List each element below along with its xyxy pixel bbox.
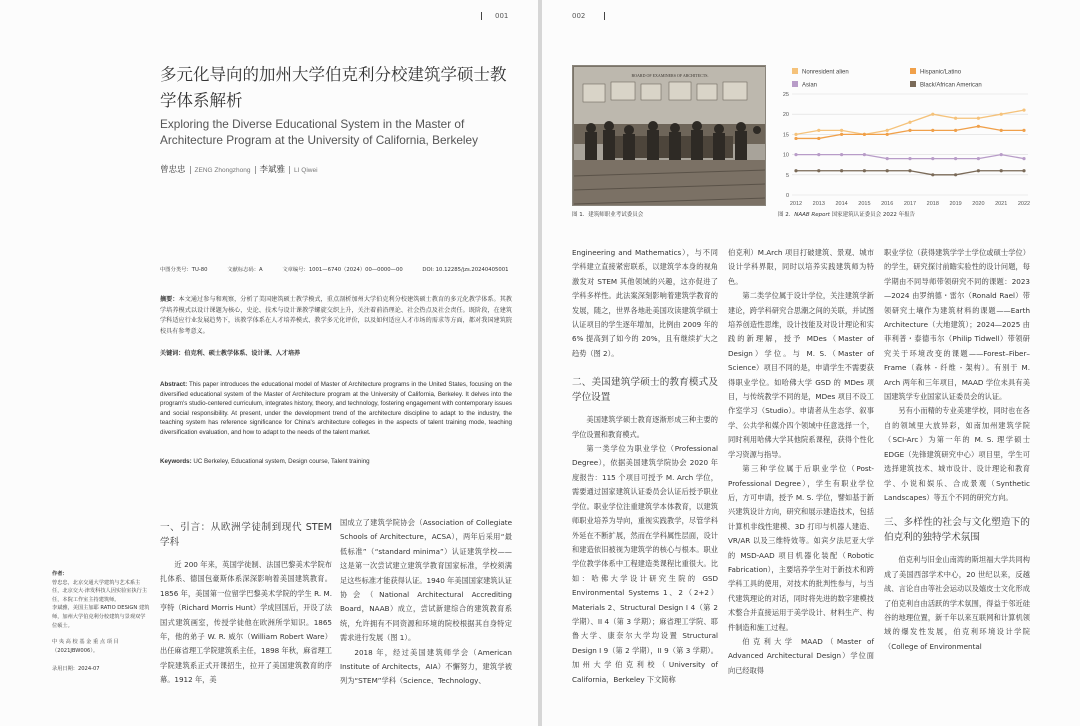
x-tick-label: 2013 [812, 201, 825, 207]
data-point [977, 157, 980, 160]
metadata-line [160, 265, 527, 273]
x-tick-label: 2016 [881, 201, 894, 207]
page-number: 002 [572, 12, 586, 20]
data-point [954, 117, 957, 120]
abstract-cn-text: 本文通过参与和观察，分析了美国建筑硕士教学模式，重点剖析加州大学伯克利分校建筑硕士教育的多元化教学体系。其教学培养模式以设计课题为核心，史论、技术与设计课教学螺旋交织上升，关注着前沿理论、社会热点及社会责任。既阶段，在建筑学科适应行业发展趋势下，该教学体系在人才培养模式、教学多元化评价，以及如何适应人才市场的需求等方面，都对我国建筑院校具有参考意义。 [160, 296, 512, 335]
data-point [863, 169, 866, 172]
data-point [863, 153, 866, 156]
right-column-1 [572, 246, 718, 687]
data-point [794, 133, 797, 136]
data-point [1000, 113, 1003, 116]
page-number-divider [604, 12, 605, 20]
abstract-cn-label: 摘要： [160, 296, 179, 303]
sidenote-label: 作者： [52, 571, 68, 577]
data-point [1022, 129, 1025, 132]
photo-illustration [573, 66, 766, 206]
x-tick-label: 2012 [789, 201, 803, 207]
sidenote-author-1: 曾忠忠，北京交通大学建筑与艺术系主任，北京交大·津发科技人因实验室执行主任，本院工作室主持建筑师。 [52, 579, 148, 603]
x-tick-label: 2017 [903, 201, 917, 207]
data-point [840, 169, 843, 172]
document-code: 文献标志码：A [227, 267, 263, 273]
author-1-en: ZENG Zhongzhong [194, 167, 251, 174]
data-point [931, 113, 934, 116]
sidenote-received: 录用日期：2024-07 [52, 666, 100, 673]
legend-swatch [910, 68, 916, 74]
legend-label: Nonresident alien [802, 69, 849, 76]
sidenote-author-2: 李斌雅，美国主加耶 RATIO DESIGN 建筑师，加州大学伯克利分校建筑与景观双学位硕士。 [52, 605, 150, 629]
legend-label: Black/African American [920, 82, 982, 89]
fig2-caption-prefix: 图 2． [778, 212, 795, 218]
legend-label: Hispanic/Latino [920, 69, 962, 76]
body-paragraph: 国成立了建筑学院协会（Association of Collegiate Schools of Architecture，ACSA），两年后采用“最低标准”（“standard minima”）认证建筑学校——这是第一次尝试建立建筑学教育国家标准，学校须满足这些标准才能获得认证。1940 年美国国家建筑认证协会（National Architectural Accrediting Board，NAAB）成立，尝试新建综合的建筑教育系统，允许拥有不同资源和环境的院校根据其自身特定需求进行发展（图 1）。 [340, 518, 512, 643]
author-1-cn: 曾忠忠 [160, 165, 186, 175]
figure-1-caption: 图 1．建筑师职业考试委员会 [572, 212, 644, 218]
x-tick-label: 2022 [1017, 201, 1031, 207]
data-point [908, 121, 911, 124]
page-number-divider [481, 12, 482, 20]
data-point [886, 133, 889, 136]
keywords-chinese [160, 348, 300, 357]
y-tick-label: 5 [785, 172, 789, 179]
data-point [954, 157, 957, 160]
data-point [886, 157, 889, 160]
body-paragraph: Engineering and Mathematics），与不同学科建立直接紧密联系，以建筑学本身的视角激发对 STEM 其他领域的兴趣，这亦促进了学科多样性。此法案深刻影响着建筑学教育的发展，随之，世界各地赴美国攻读建筑学硕士认证项目的学生逐年增加，比例由 2009 年的 6% 提高到了如今的 20%，且有继续扩大之趋势（图 2）。 [572, 248, 718, 358]
y-tick-label: 10 [782, 152, 789, 159]
body-column-2 [340, 516, 512, 689]
body-column-1 [160, 516, 332, 688]
keywords-en-label: Keywords: [160, 458, 192, 465]
data-point [886, 169, 889, 172]
data-point [931, 129, 934, 132]
series-line [796, 126, 1024, 138]
keywords-cn-text: 伯克利、硕士教学体系、设计课、人才培养 [184, 350, 301, 357]
data-point [863, 133, 866, 136]
data-point [931, 173, 934, 176]
x-tick-label: 2021 [995, 201, 1008, 207]
data-point [817, 153, 820, 156]
abstract-en-label: Abstract: [160, 381, 188, 388]
left-page [0, 0, 538, 726]
body-paragraph: 伯克利与旧金山南湾的斯坦福大学共同构成了美国西部学术中心，20 世纪以来，反越战、言论自由等社会运动以及嬉皮士文化形成了伯克利自由活跃的学术氛围，得益于邻近硅谷的地理位置，新千年以来互联网和计算机领域的爆发性发展，伯克利环境设计学院（College of Environmental [884, 555, 1030, 651]
title-english: Exploring the Diverse Educational System in the Master of Architecture Program at the University of California, Berkeley [160, 117, 478, 147]
author-2-en: LI Qiwei [294, 167, 318, 174]
title-chinese: 多元化导向的加州大学伯克利分校建筑学硕士教学体系解析 [160, 65, 507, 110]
page-number: 001 [495, 12, 509, 20]
keywords-cn-label: 关键词： [160, 350, 185, 357]
author-sidenote [52, 570, 150, 674]
data-point [977, 169, 980, 172]
data-point [1000, 129, 1003, 132]
y-tick-label: 0 [785, 193, 789, 199]
body-paragraph: 近 200 年来，英国学徒制、法国巴黎美术学院布扎体系、德国包豪斯体系深深影响着美国建筑教育。1856 年，美国第一位留学巴黎美术学院的学生 R. M. 亨特（Richard Morris Hunt）学成回国后，开设了法国式建筑画室，传授学徒他在欧洲所学知识。1865 年，他的弟子 W. R. 威尔（William Robert Ware）出任麻省理工学院建筑系主任，1898 年秋，麻省理工学院建筑系正式开课招生，拉开了美国建筑教育的序幕。1912 年，美 [160, 560, 332, 685]
author-line [160, 163, 318, 175]
data-point [817, 137, 820, 140]
data-point [1000, 153, 1003, 156]
section-1-heading: 一、引言：从欧洲学徒制到现代 STEM 学科 [160, 522, 332, 548]
data-point [817, 129, 820, 132]
right-column-2 [728, 246, 874, 678]
data-point [977, 117, 980, 120]
body-paragraph: 第二类学位属于设计学位，关注建筑学新建论，跨学科研究合思潮之间的关联，并试图培养创造性思维，设计技能及对设计理论和实践的新理解，授予 MDes（Master of Design）学位。与 M. S.（Master of Science）项目不同的是，申请学生不需要获得职业学位。如哈佛大学 GSD 的 MDes 项目，与传统教学不同的是，MDes 项目不设工作室学习（Studio）。申请者从生态学、叙事学、公共学和媒介四个领域中任意选择一个，同时利用哈佛大学其他院系课程，获得个性化学习资源与指导。 [728, 291, 874, 459]
section-3-heading: 三、多样性的社会与文化塑造下的伯克利的独特学术氛围 [884, 517, 1030, 544]
body-paragraph: 2018 年，经过美国建筑师学会（American Institute of Architects，AIA）不懈努力，建筑学被列为“STEM”学科（Science、Technology、 [340, 647, 512, 686]
keywords-english [160, 458, 370, 465]
body-paragraph: 伯克利）M.Arch 项目打破建筑、景观、城市设计学科界限，同时以培养实践建筑师为特色。 [728, 248, 874, 286]
data-point [977, 125, 980, 128]
x-tick-label: 2020 [972, 201, 985, 207]
clc-number: 中图分类号：TU-80 [160, 267, 208, 273]
data-point [1022, 157, 1025, 160]
y-tick-label: 20 [782, 112, 789, 119]
body-paragraph: 另有小而精的专业美建学校，同时也在各自的领域里大放异彩，如南加州建筑学院（SCI-Arc）为第一年的 M. S. 理学硕士 EDGE（先锋建筑研究中心）项目里，学生可选择建筑技术、城市设计、设计理论和教育学、小说和娱乐、合成景观（Synthetic Landscapes）等五个不同的研究方向。 [884, 406, 1030, 502]
abstract-english [160, 380, 512, 438]
y-tick-label: 15 [782, 132, 789, 139]
body-paragraph: 美国建筑学硕士教育逐渐形成三种主要的学位设置和教育模式。 [572, 415, 718, 439]
body-paragraph: 职业学位（获得建筑学学士学位或硕士学位）的学生，研究探讨前瞻实验性的设计问题，每学期由不同导师带领研究不同的课题：2023—2024 由罗纳德・雷尔（Ronald Rael）带领研究土壤作为建筑材料的课题——Earth Architecture（大地建筑）；2024—2025 由菲利普・泰德韦尔（Philip Tidwell）带领研究关于环境改变的课题——Forest–Fiber–Frame（森林 - 纤维 - 架构）。有别于 M. Arch 两年和三年项目，MAAD 学位未具有美国建筑学专业国家认证委员会的认证。 [884, 248, 1030, 402]
legend-label: Asian [802, 82, 818, 89]
data-point [931, 157, 934, 160]
data-point [794, 153, 797, 156]
data-point [1022, 109, 1025, 112]
legend-swatch [792, 68, 798, 74]
legend-swatch [792, 81, 798, 87]
abstract-chinese [160, 295, 512, 337]
x-tick-label: 2019 [949, 201, 962, 207]
keywords-en-text: UC Berkeley, Educational system, Design course, Talent training [193, 458, 370, 465]
body-paragraph: 伯克利大学 MAAD（Master of Advanced Architectural Design）学位面向已经取得 [728, 636, 874, 675]
sidenote-fund: 中 央 高 校 基 金 重 点 项 目（2021JBW006）。 [52, 639, 119, 654]
data-point [794, 169, 797, 172]
photo-banner: BOARD OF EXAMINERS OF ARCHITECTS. [631, 73, 709, 78]
x-tick-label: 2015 [858, 201, 871, 207]
x-tick-label: 2018 [926, 201, 939, 207]
abstract-en-text: This paper introduces the educational model of Master of Architecture programs in the United States, focusing on the diversified educational system of the Master of Architecture program at the University of California, Berkeley. It delves into the program's studio-centered curriculum, integrates history, theory, and technology, fostering engagement with contemporary issues and social responsibility. At present, under the development trend of the architecture discipline to adapt to the industry, the teaching system has reference significance for China's architecture colleges in the aspects of talent training mode, teaching diversification evaluation, and how to adapt to the needs of the talent market. [160, 381, 512, 436]
right-column-3 [884, 246, 1030, 654]
data-point [794, 137, 797, 140]
y-tick-label: 25 [782, 92, 789, 98]
figure-2-caption [778, 210, 915, 218]
data-point [908, 157, 911, 160]
data-point [886, 129, 889, 132]
data-point [954, 173, 957, 176]
data-point [840, 129, 843, 132]
data-point [908, 169, 911, 172]
x-tick-label: 2014 [835, 201, 848, 207]
doi: DOI: 10.12285/jzs.20240405001 [422, 267, 509, 273]
data-point [954, 129, 957, 132]
body-paragraph: 第三种学位属于后职业学位（Post-Professional Degree），学生有职业学位后，方可申请，授予 M. S. 学位，譬如基于新兴建筑设计方向，研究和展示建造技术，包括计算机非线性建模、3D 打印与机器人建造、VR/AR 以及三维特效等。如宾夕法尼亚大学的 MSD-AAD 项目机器化装配（Robotic Fabrication），主要培养学生对于新技术和跨学科工具的使用，对技术的批判性参与，与当代建筑理论的对话，同时将先进的数字建模技术整合并直接运用于美学设计、材料生产、构件制造和施工过程。 [728, 464, 874, 632]
data-point [908, 129, 911, 132]
fig2-caption-suffix: 国家建筑认证委员会 2022 年报告 [829, 212, 916, 218]
data-point [840, 153, 843, 156]
section-2-heading: 二、美国建筑学硕士的教育模式及学位设置 [572, 377, 718, 404]
fig2-caption-italic: NAAB Report [794, 212, 830, 218]
data-point [817, 169, 820, 172]
legend-swatch [910, 81, 916, 87]
body-paragraph: 第一类学位为职业学位（Professional Degree），依据美国建筑学院协会 2020 年度报告：115 个项目可授予 M. Arch 学位，需要通过国家建筑认证委员会认证后授予职业学位。职业学位注重建筑学本体教育，以建筑师职业培养为导向，重视实践教学，尽管学科外延在不断扩展，然而在学科属性层面，设计和建造依旧被视为建筑学的核心与根本。职业学位教学体系中工程建造类课程比重很大。比如：哈佛大学设计研究生院的 GSD Environmental Systems 1、2（2+2）Materials 2、Structural Design I 4（第 2 学期）、II 4（第 3 学期）；麻省理工学院、耶鲁大学、康奈尔大学均设置 Structural Design I 9（第 2 学期），II 9（第 3 学期）。加州大学伯克利校（University of California，Berkeley 下文简称 [572, 444, 718, 684]
author-2-cn: 李斌雅 [259, 165, 286, 175]
data-point [840, 133, 843, 136]
data-point [1022, 169, 1025, 172]
data-point [1000, 169, 1003, 172]
article-number: 文章编号：1001—6740（2024）00—0000—00 [282, 267, 403, 273]
enrollment-line-chart [778, 62, 1033, 210]
historical-photo [572, 65, 766, 206]
